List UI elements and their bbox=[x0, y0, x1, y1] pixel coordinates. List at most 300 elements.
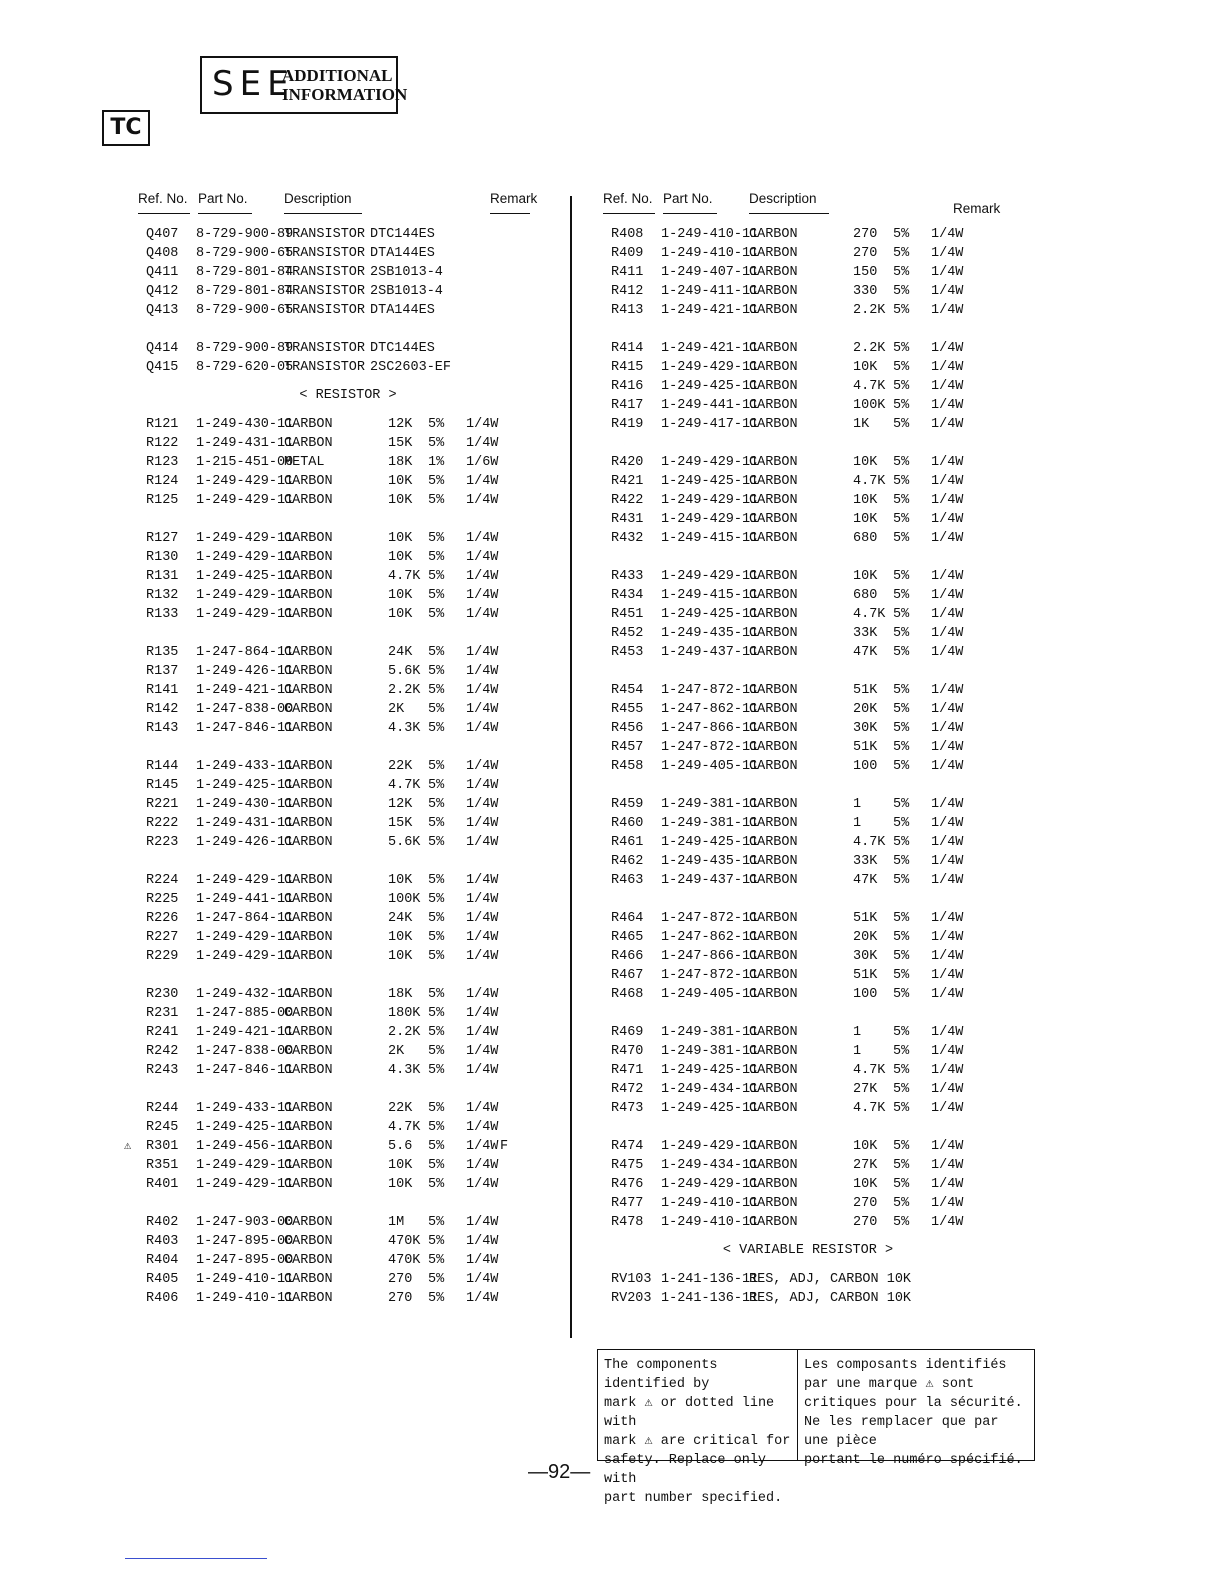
ref-no: R464 bbox=[611, 911, 644, 926]
power-rating: 1/4W bbox=[466, 1063, 499, 1078]
resistance-value: 10K bbox=[388, 474, 413, 489]
description: CARBON bbox=[749, 911, 798, 926]
group-spacer bbox=[138, 966, 558, 985]
power-rating: 1/4W bbox=[931, 379, 964, 394]
table-row bbox=[138, 491, 558, 510]
description: CARBON bbox=[284, 721, 333, 736]
description: TRANSISTOR bbox=[284, 360, 366, 375]
part-no: 1-249-431-11 bbox=[196, 436, 294, 451]
part-no: 1-249-425-11 bbox=[196, 569, 294, 584]
table-row bbox=[603, 510, 1013, 529]
power-rating: 1/4W bbox=[466, 797, 499, 812]
tolerance: 5% bbox=[893, 607, 910, 622]
ref-no: R455 bbox=[611, 702, 644, 717]
table-row bbox=[603, 377, 1013, 396]
ref-no: R408 bbox=[611, 227, 644, 242]
additional-information-label: ADDITIONAL INFORMATION bbox=[282, 66, 408, 104]
type-value: DTA144ES bbox=[370, 303, 435, 318]
power-rating: 1/4W bbox=[466, 1177, 499, 1192]
table-row bbox=[138, 434, 558, 453]
resistance-value: 10K bbox=[853, 569, 878, 584]
tolerance: 5% bbox=[893, 797, 910, 812]
part-no: 1-249-441-11 bbox=[196, 892, 294, 907]
ref-no: R471 bbox=[611, 1063, 644, 1078]
ref-no: Q408 bbox=[146, 246, 179, 261]
power-rating: 1/4W bbox=[931, 835, 964, 850]
power-rating: 1/4W bbox=[931, 474, 964, 489]
part-no: 1-249-381-11 bbox=[661, 1025, 759, 1040]
description: CARBON bbox=[284, 873, 333, 888]
tolerance: 5% bbox=[893, 968, 910, 983]
ref-no: R135 bbox=[146, 645, 179, 660]
ref-no: R130 bbox=[146, 550, 179, 565]
description: CARBON bbox=[284, 683, 333, 698]
table-row bbox=[138, 1232, 558, 1251]
description: CARBON bbox=[284, 1101, 333, 1116]
description: CARBON bbox=[284, 759, 333, 774]
tolerance: 5% bbox=[893, 873, 910, 888]
ref-no: R460 bbox=[611, 816, 644, 831]
description: CARBON bbox=[749, 1215, 798, 1230]
table-row bbox=[138, 548, 558, 567]
ref-no: R403 bbox=[146, 1234, 179, 1249]
description: CARBON bbox=[749, 588, 798, 603]
resistance-value: 10K bbox=[388, 550, 413, 565]
table-row bbox=[138, 1270, 558, 1289]
table-row bbox=[603, 301, 1013, 320]
description: CARBON bbox=[284, 436, 333, 451]
variable-resistor-section-title: < VARIABLE RESISTOR > bbox=[722, 1243, 894, 1258]
power-rating: 1/4W bbox=[931, 854, 964, 869]
tolerance: 5% bbox=[893, 246, 910, 261]
description: CARBON bbox=[749, 854, 798, 869]
table-row bbox=[138, 947, 558, 966]
tc-label: TC bbox=[102, 110, 150, 146]
description: CARBON bbox=[749, 721, 798, 736]
ref-no: R301 bbox=[146, 1139, 179, 1154]
part-no: 1-249-429-11 bbox=[661, 512, 759, 527]
description: CARBON bbox=[749, 246, 798, 261]
table-row bbox=[138, 586, 558, 605]
resistance-value: 680 bbox=[853, 531, 878, 546]
power-rating: 1/4W bbox=[466, 645, 499, 660]
resistance-value: 27K bbox=[853, 1158, 878, 1173]
power-rating: 1/4W bbox=[931, 569, 964, 584]
part-no: 1-249-434-11 bbox=[661, 1158, 759, 1173]
tolerance: 5% bbox=[428, 930, 445, 945]
part-no: 1-249-429-11 bbox=[196, 550, 294, 565]
ref-no: Q415 bbox=[146, 360, 179, 375]
ref-no: R223 bbox=[146, 835, 179, 850]
ref-no: R468 bbox=[611, 987, 644, 1002]
table-row bbox=[138, 757, 558, 776]
description: CARBON bbox=[749, 645, 798, 660]
ref-no: R457 bbox=[611, 740, 644, 755]
table-row bbox=[603, 719, 1013, 738]
description: CARBON bbox=[284, 1253, 333, 1268]
part-no: 1-249-410-11 bbox=[661, 246, 759, 261]
part-no: 1-249-410-11 bbox=[661, 1196, 759, 1211]
resistance-value: 270 bbox=[853, 227, 878, 242]
ref-no: R467 bbox=[611, 968, 644, 983]
resistance-value: 2.2K bbox=[388, 683, 421, 698]
part-no: 1-249-381-11 bbox=[661, 1044, 759, 1059]
description: TRANSISTOR bbox=[284, 227, 366, 242]
power-rating: 1/4W bbox=[466, 569, 499, 584]
resistance-value: 2.2K bbox=[388, 1025, 421, 1040]
table-row bbox=[603, 757, 1013, 776]
part-no: 1-247-864-11 bbox=[196, 645, 294, 660]
power-rating: 1/4W bbox=[931, 512, 964, 527]
tolerance: 5% bbox=[428, 1158, 445, 1173]
tolerance: 5% bbox=[428, 550, 445, 565]
tolerance: 5% bbox=[428, 683, 445, 698]
table-row bbox=[603, 415, 1013, 434]
part-no: 1-247-838-00 bbox=[196, 702, 294, 717]
resistance-value: 10K bbox=[853, 455, 878, 470]
tolerance: 5% bbox=[893, 360, 910, 375]
part-no: 1-249-425-11 bbox=[661, 1063, 759, 1078]
description: CARBON bbox=[284, 949, 333, 964]
part-no: 1-247-846-11 bbox=[196, 1063, 294, 1078]
part-no: 1-249-437-11 bbox=[661, 873, 759, 888]
ref-no: R221 bbox=[146, 797, 179, 812]
power-rating: 1/4W bbox=[466, 949, 499, 964]
table-row bbox=[138, 1042, 558, 1061]
power-rating: 1/4W bbox=[931, 1196, 964, 1211]
tolerance: 5% bbox=[893, 1177, 910, 1192]
ref-no: R243 bbox=[146, 1063, 179, 1078]
part-no: 1-247-838-00 bbox=[196, 1044, 294, 1059]
ref-no: R123 bbox=[146, 455, 179, 470]
resistance-value: 30K bbox=[853, 721, 878, 736]
part-no: 1-247-895-00 bbox=[196, 1234, 294, 1249]
tolerance: 5% bbox=[428, 588, 445, 603]
ref-no: R454 bbox=[611, 683, 644, 698]
type-value: DTA144ES bbox=[370, 246, 435, 261]
tolerance: 5% bbox=[893, 1025, 910, 1040]
part-no: 1-249-429-11 bbox=[196, 1158, 294, 1173]
table-row bbox=[603, 1194, 1013, 1213]
tolerance: 5% bbox=[428, 1063, 445, 1078]
ref-no: R413 bbox=[611, 303, 644, 318]
resistance-value: 10K bbox=[388, 1158, 413, 1173]
power-rating: 1/4W bbox=[931, 721, 964, 736]
ref-no: R462 bbox=[611, 854, 644, 869]
part-no: 1-249-429-11 bbox=[196, 607, 294, 622]
description: CARBON bbox=[749, 683, 798, 698]
resistance-value: 270 bbox=[853, 246, 878, 261]
part-no: 1-247-846-11 bbox=[196, 721, 294, 736]
table-row bbox=[603, 567, 1013, 586]
tolerance: 5% bbox=[428, 474, 445, 489]
power-rating: 1/4W bbox=[466, 911, 499, 926]
left-parts-list bbox=[124, 225, 558, 1308]
part-no: 1-249-426-11 bbox=[196, 835, 294, 850]
power-rating: 1/4W bbox=[466, 930, 499, 945]
page-number: —92— bbox=[528, 1461, 591, 1483]
tolerance: 5% bbox=[893, 284, 910, 299]
part-no: 8-729-620-05 bbox=[196, 360, 294, 375]
resistance-value: 10K bbox=[388, 1177, 413, 1192]
ref-no: R229 bbox=[146, 949, 179, 964]
part-no: 1-249-429-11 bbox=[196, 588, 294, 603]
part-no: 1-249-381-11 bbox=[661, 797, 759, 812]
power-rating: 1/4W bbox=[466, 607, 499, 622]
tolerance: 5% bbox=[893, 1196, 910, 1211]
description: CARBON bbox=[749, 1025, 798, 1040]
table-row bbox=[138, 1156, 558, 1175]
description: CARBON bbox=[284, 911, 333, 926]
resistance-value: 10K bbox=[388, 607, 413, 622]
table-row bbox=[138, 833, 558, 852]
ref-no: R141 bbox=[146, 683, 179, 698]
ref-no: R431 bbox=[611, 512, 644, 527]
power-rating: 1/4W bbox=[466, 493, 499, 508]
table-row bbox=[603, 472, 1013, 491]
description: CARBON bbox=[749, 455, 798, 470]
description: CARBON bbox=[749, 835, 798, 850]
power-rating: 1/4W bbox=[931, 303, 964, 318]
part-no: 1-247-864-11 bbox=[196, 911, 294, 926]
ref-no: R420 bbox=[611, 455, 644, 470]
resistance-value: 4.7K bbox=[388, 778, 421, 793]
part-no: 1-249-431-11 bbox=[196, 816, 294, 831]
resistance-value: 15K bbox=[388, 436, 413, 451]
tolerance: 5% bbox=[428, 759, 445, 774]
ref-no: Q413 bbox=[146, 303, 179, 318]
power-rating: 1/4W bbox=[931, 607, 964, 622]
part-no: 1-249-430-11 bbox=[196, 417, 294, 432]
part-no: 1-249-429-11 bbox=[196, 474, 294, 489]
resistance-value: 4.7K bbox=[388, 1120, 421, 1135]
description: CARBON bbox=[284, 1291, 333, 1306]
power-rating: 1/4W bbox=[466, 1215, 499, 1230]
ref-no: R432 bbox=[611, 531, 644, 546]
description: CARBON bbox=[749, 474, 798, 489]
description: CARBON bbox=[749, 740, 798, 755]
tolerance: 5% bbox=[428, 1215, 445, 1230]
part-no: 1-249-429-11 bbox=[661, 1139, 759, 1154]
ref-no: R133 bbox=[146, 607, 179, 622]
part-no: 1-249-407-11 bbox=[661, 265, 759, 280]
description: CARBON bbox=[749, 949, 798, 964]
power-rating: 1/4W bbox=[466, 1120, 499, 1135]
tolerance: 5% bbox=[428, 645, 445, 660]
table-row bbox=[603, 605, 1013, 624]
power-rating: 1/4W bbox=[931, 949, 964, 964]
ref-no: R415 bbox=[611, 360, 644, 375]
group-spacer bbox=[603, 1118, 1013, 1137]
ref-no: R469 bbox=[611, 1025, 644, 1040]
tolerance: 5% bbox=[893, 531, 910, 546]
part-no: 8-729-900-89 bbox=[196, 341, 294, 356]
ref-no: R476 bbox=[611, 1177, 644, 1192]
part-no: 1-249-417-11 bbox=[661, 417, 759, 432]
power-rating: 1/4W bbox=[466, 1006, 499, 1021]
power-rating: 1/4W bbox=[466, 873, 499, 888]
part-no: 1-241-136-11 bbox=[661, 1272, 759, 1287]
description: CARBON bbox=[284, 797, 333, 812]
description: CARBON bbox=[284, 987, 333, 1002]
table-row bbox=[603, 1175, 1013, 1194]
resistance-value: 22K bbox=[388, 759, 413, 774]
power-rating: 1/4W bbox=[931, 398, 964, 413]
resistance-value: 1 bbox=[853, 1044, 862, 1059]
ref-no: R121 bbox=[146, 417, 179, 432]
part-no: 1-249-425-11 bbox=[661, 379, 759, 394]
table-row bbox=[603, 1270, 1013, 1289]
column-header bbox=[138, 185, 558, 225]
power-rating: 1/4W bbox=[931, 626, 964, 641]
description: CARBON bbox=[284, 531, 333, 546]
table-row bbox=[124, 1137, 558, 1156]
see-additional-info-box bbox=[200, 56, 408, 114]
safety-warning-english: The components identified by mark ⚠ or dotted line with mark ⚠ are critical for safety. Replace only with part number specified. bbox=[598, 1350, 798, 1460]
power-rating: 1/4W bbox=[931, 1101, 964, 1116]
resistance-value: 51K bbox=[853, 740, 878, 755]
power-rating: 1/4W bbox=[466, 1025, 499, 1040]
resistance-value: 10K bbox=[853, 512, 878, 527]
tolerance: 5% bbox=[893, 1044, 910, 1059]
part-no: 1-249-429-11 bbox=[196, 949, 294, 964]
part-no: 1-247-872-11 bbox=[661, 968, 759, 983]
description: CARBON bbox=[284, 1025, 333, 1040]
table-row bbox=[603, 263, 1013, 282]
tolerance: 5% bbox=[893, 911, 910, 926]
table-row bbox=[138, 1118, 558, 1137]
tolerance: 5% bbox=[893, 702, 910, 717]
table-row bbox=[138, 567, 558, 586]
description: CARBON bbox=[284, 1139, 333, 1154]
tolerance: 5% bbox=[893, 645, 910, 660]
table-row bbox=[138, 928, 558, 947]
power-rating: 1/4W bbox=[931, 987, 964, 1002]
table-row bbox=[603, 244, 1013, 263]
group-spacer bbox=[138, 624, 558, 643]
table-row bbox=[138, 662, 558, 681]
power-rating: 1/4W bbox=[931, 227, 964, 242]
part-no: 1-249-425-11 bbox=[196, 1120, 294, 1135]
ref-no: R142 bbox=[146, 702, 179, 717]
description: CARBON bbox=[284, 930, 333, 945]
tolerance: 5% bbox=[428, 607, 445, 622]
resistance-value: 10K bbox=[388, 949, 413, 964]
resistance-value: 150 bbox=[853, 265, 878, 280]
tolerance: 5% bbox=[893, 930, 910, 945]
table-row bbox=[603, 814, 1013, 833]
description: CARBON bbox=[749, 1044, 798, 1059]
ref-no: R414 bbox=[611, 341, 644, 356]
ref-no: R405 bbox=[146, 1272, 179, 1287]
power-rating: 1/4W bbox=[931, 702, 964, 717]
tolerance: 5% bbox=[893, 987, 910, 1002]
description: CARBON bbox=[284, 1215, 333, 1230]
ref-no: R409 bbox=[611, 246, 644, 261]
part-no: 1-249-411-11 bbox=[661, 284, 759, 299]
power-rating: 1/4W bbox=[931, 1063, 964, 1078]
type-value: DTC144ES bbox=[370, 341, 435, 356]
part-no: 1-249-441-11 bbox=[661, 398, 759, 413]
power-rating: 1/4W bbox=[466, 588, 499, 603]
resistance-value: 2K bbox=[388, 1044, 405, 1059]
resistance-value: 4.7K bbox=[853, 607, 886, 622]
table-row bbox=[138, 643, 558, 662]
tolerance: 5% bbox=[428, 911, 445, 926]
table-row bbox=[603, 985, 1013, 1004]
tolerance: 5% bbox=[428, 702, 445, 717]
description: CARBON bbox=[284, 1063, 333, 1078]
tolerance: 5% bbox=[428, 1139, 445, 1154]
resistance-value: 100K bbox=[853, 398, 886, 413]
part-no: 1-249-429-11 bbox=[196, 493, 294, 508]
part-no: 1-247-903-00 bbox=[196, 1215, 294, 1230]
description: CARBON bbox=[749, 1177, 798, 1192]
description: CARBON bbox=[284, 1177, 333, 1192]
description: CARBON bbox=[749, 227, 798, 242]
ref-no: Q412 bbox=[146, 284, 179, 299]
tolerance: 5% bbox=[428, 778, 445, 793]
tolerance: 5% bbox=[428, 816, 445, 831]
resistance-value: 330 bbox=[853, 284, 878, 299]
table-row bbox=[138, 1213, 558, 1232]
part-no: 1-249-425-11 bbox=[661, 835, 759, 850]
table-row bbox=[603, 1061, 1013, 1080]
part-no: 1-241-136-11 bbox=[661, 1291, 759, 1306]
resistance-value: 15K bbox=[388, 816, 413, 831]
tolerance: 5% bbox=[893, 626, 910, 641]
table-row bbox=[603, 833, 1013, 852]
power-rating: 1/4W bbox=[466, 759, 499, 774]
tolerance: 5% bbox=[428, 664, 445, 679]
ref-no: R470 bbox=[611, 1044, 644, 1059]
table-row bbox=[138, 1004, 558, 1023]
power-rating: 1/4W bbox=[466, 892, 499, 907]
ref-no: R127 bbox=[146, 531, 179, 546]
resistor-section-title: < RESISTOR > bbox=[299, 388, 397, 403]
tolerance: 5% bbox=[893, 1215, 910, 1230]
remark-header: Remark bbox=[953, 201, 1001, 216]
description: CARBON bbox=[284, 664, 333, 679]
power-rating: 1/4W bbox=[466, 683, 499, 698]
resistance-value: 1 bbox=[853, 797, 862, 812]
table-row bbox=[138, 1061, 558, 1080]
resistance-value: 100 bbox=[853, 987, 878, 1002]
ref-no: R224 bbox=[146, 873, 179, 888]
type-value: 2SB1013-4 bbox=[370, 284, 443, 299]
power-rating: 1/4W bbox=[931, 873, 964, 888]
part-no: 1-249-410-11 bbox=[196, 1291, 294, 1306]
ref-no: R477 bbox=[611, 1196, 644, 1211]
ref-no: R416 bbox=[611, 379, 644, 394]
part-no: 1-249-429-11 bbox=[196, 930, 294, 945]
table-row bbox=[603, 396, 1013, 415]
table-row bbox=[138, 358, 558, 377]
see-label: SEE bbox=[212, 64, 295, 104]
power-rating: 1/4W bbox=[931, 455, 964, 470]
resistance-value: 10K bbox=[853, 1177, 878, 1192]
description-header: Description bbox=[284, 191, 352, 206]
power-rating: 1/4W bbox=[931, 1139, 964, 1154]
resistance-value: 10K bbox=[388, 930, 413, 945]
ref-no: R465 bbox=[611, 930, 644, 945]
power-rating: 1/4W bbox=[931, 265, 964, 280]
ref-no: R125 bbox=[146, 493, 179, 508]
tolerance: 5% bbox=[893, 265, 910, 280]
tolerance: 5% bbox=[893, 227, 910, 242]
table-row bbox=[603, 1213, 1013, 1232]
table-row bbox=[138, 1289, 558, 1308]
